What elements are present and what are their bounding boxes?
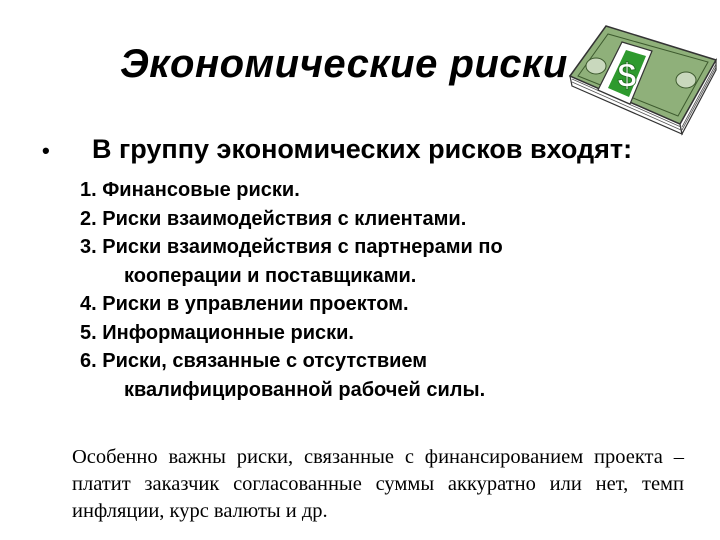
list-item-text: 2. Риски взаимодействия с клиентами. <box>80 207 467 230</box>
list-item <box>80 205 503 234</box>
bullet-icon: • <box>42 138 50 163</box>
list-item-text: 4. Риски в управлении проектом. <box>80 293 409 315</box>
money-left-seal <box>586 58 606 74</box>
list-item <box>80 319 503 348</box>
money-right-seal <box>676 72 696 88</box>
risk-list <box>80 176 503 404</box>
list-item <box>80 176 503 205</box>
list-item-text: 1. Финансовые риски. <box>80 179 300 201</box>
list-item-text: 3. Риски взаимодействия с партнерами по <box>80 236 503 258</box>
dollar-sign-icon: $ <box>617 57 637 95</box>
list-item <box>80 233 503 290</box>
note-paragraph: Особенно важны риски, связанные с финансированием проекта – платит заказчик согласованные суммы аккуратно или нет, темп инфляции, курс валюты и др. <box>72 446 684 522</box>
lead-text: В группу экономических рисков входят: <box>92 134 633 164</box>
money-stack-icon <box>566 24 718 136</box>
list-item-continuation: квалифицированной рабочей силы. <box>124 378 486 401</box>
list-item-text: 5. Информационные риски. <box>80 321 354 344</box>
slide-title: Экономические риски <box>120 42 568 86</box>
list-item <box>80 347 503 404</box>
list-item-text: 6. Риски, связанные с отсутствием <box>80 350 428 372</box>
list-item <box>80 290 503 319</box>
list-item-continuation: кооперации и поставщиками. <box>124 264 417 287</box>
